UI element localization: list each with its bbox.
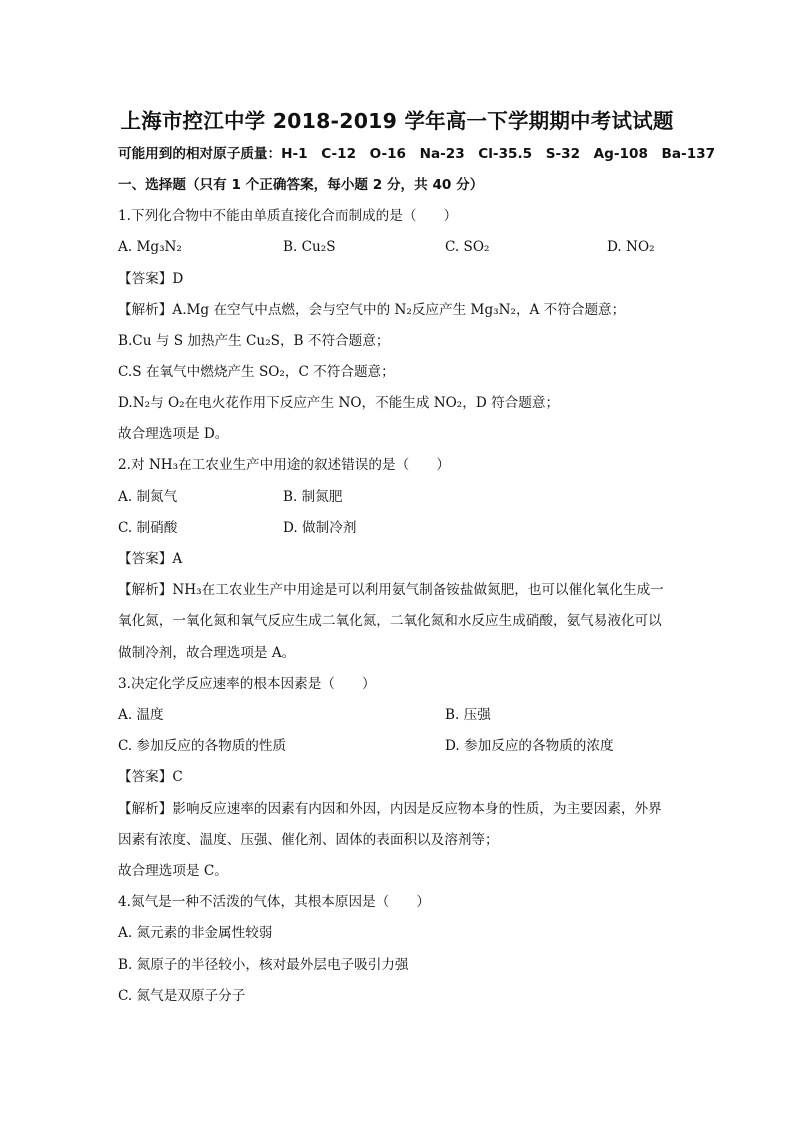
question-4-option-c: C. 氮气是双原子分子: [118, 988, 246, 1004]
question-1-option-c: C. SO₂: [445, 239, 490, 255]
question-2-option-a: A. 制氮气: [118, 489, 178, 505]
question-3-answer: 【答案】C: [118, 769, 183, 785]
question-1-stem: 1.下列化合物中不能由单质直接化合而制成的是（ ）: [118, 208, 458, 224]
question-1-analysis-line: B.Cu 与 S 加热产生 Cu₂S，B 不符合题意；: [118, 333, 390, 349]
question-3-stem: 3.决定化学反应速率的根本因素是（ ）: [118, 676, 376, 692]
question-2-analysis-line: 氧化氮，一氧化氮和氧气反应生成二氧化氮，二氧化氮和水反应生成硝酸，氨气易液化可以: [118, 613, 662, 629]
question-4-stem: 4.氮气是一种不活泼的气体，其根本原因是（ ）: [118, 894, 431, 910]
page-title: 上海市控江中学 2018-2019 学年高一下学期期中考试试题: [120, 109, 674, 133]
atomic-mass-line: 可能用到的相对原子质量：H-1 C-12 O-16 Na-23 Cl-35.5 S-32 Ag-108 Ba-137: [118, 146, 716, 162]
question-2-option-d: D. 做制冷剂: [283, 520, 357, 536]
question-3-analysis-line: 【解析】影响反应速率的因素有内因和外因，内因是反应物本身的性质，为主要因素，外界: [118, 801, 662, 817]
question-3-option-c: C. 参加反应的各物质的性质: [118, 738, 287, 754]
question-1-option-d: D. NO₂: [607, 239, 655, 255]
question-2-answer: 【答案】A: [118, 551, 183, 567]
question-2-option-c: C. 制硝酸: [118, 520, 178, 536]
question-1-analysis-line: 【解析】A.Mg 在空气中点燃，会与空气中的 N₂反应产生 Mg₃N₂，A 不符合题意；: [118, 302, 626, 318]
question-4-option-b: B. 氮原子的半径较小，核对最外层电子吸引力强: [118, 957, 409, 973]
question-2-option-b: B. 制氮肥: [283, 489, 343, 505]
question-4-option-a: A. 氮元素的非金属性较弱: [118, 925, 273, 941]
question-1-option-a: A. Mg₃N₂: [118, 239, 182, 255]
question-3-analysis-line: 因素有浓度、温度、压强、催化剂、固体的表面积以及溶剂等；: [118, 832, 499, 848]
question-3-option-a: A. 温度: [118, 707, 164, 723]
question-1-analysis-line: 故合理选项是 D。: [118, 426, 229, 442]
section-heading: 一、选择题（只有 1 个正确答案，每小题 2 分，共 40 分）: [118, 177, 484, 193]
question-1-answer: 【答案】D: [118, 271, 184, 287]
question-3-analysis-line: 故合理选项是 C。: [118, 863, 228, 879]
question-1-analysis-line: D.N₂与 O₂在电火花作用下反应产生 NO，不能生成 NO₂，D 符合题意；: [118, 395, 560, 411]
question-2-analysis-line: 【解析】NH₃在工农业生产中用途是可以利用氨气制备铵盐做氮肥，也可以催化氧化生成一: [118, 582, 664, 598]
question-2-analysis-line: 做制冷剂，故合理选项是 A。: [118, 645, 296, 661]
question-2-stem: 2.对 NH₃在工农业生产中用途的叙述错误的是（ ）: [118, 457, 450, 473]
question-1-option-b: B. Cu₂S: [283, 239, 336, 255]
question-3-option-d: D. 参加反应的各物质的浓度: [445, 738, 614, 754]
question-1-analysis-line: C.S 在氧气中燃烧产生 SO₂，C 不符合题意；: [118, 364, 395, 380]
question-3-option-b: B. 压强: [445, 707, 491, 723]
